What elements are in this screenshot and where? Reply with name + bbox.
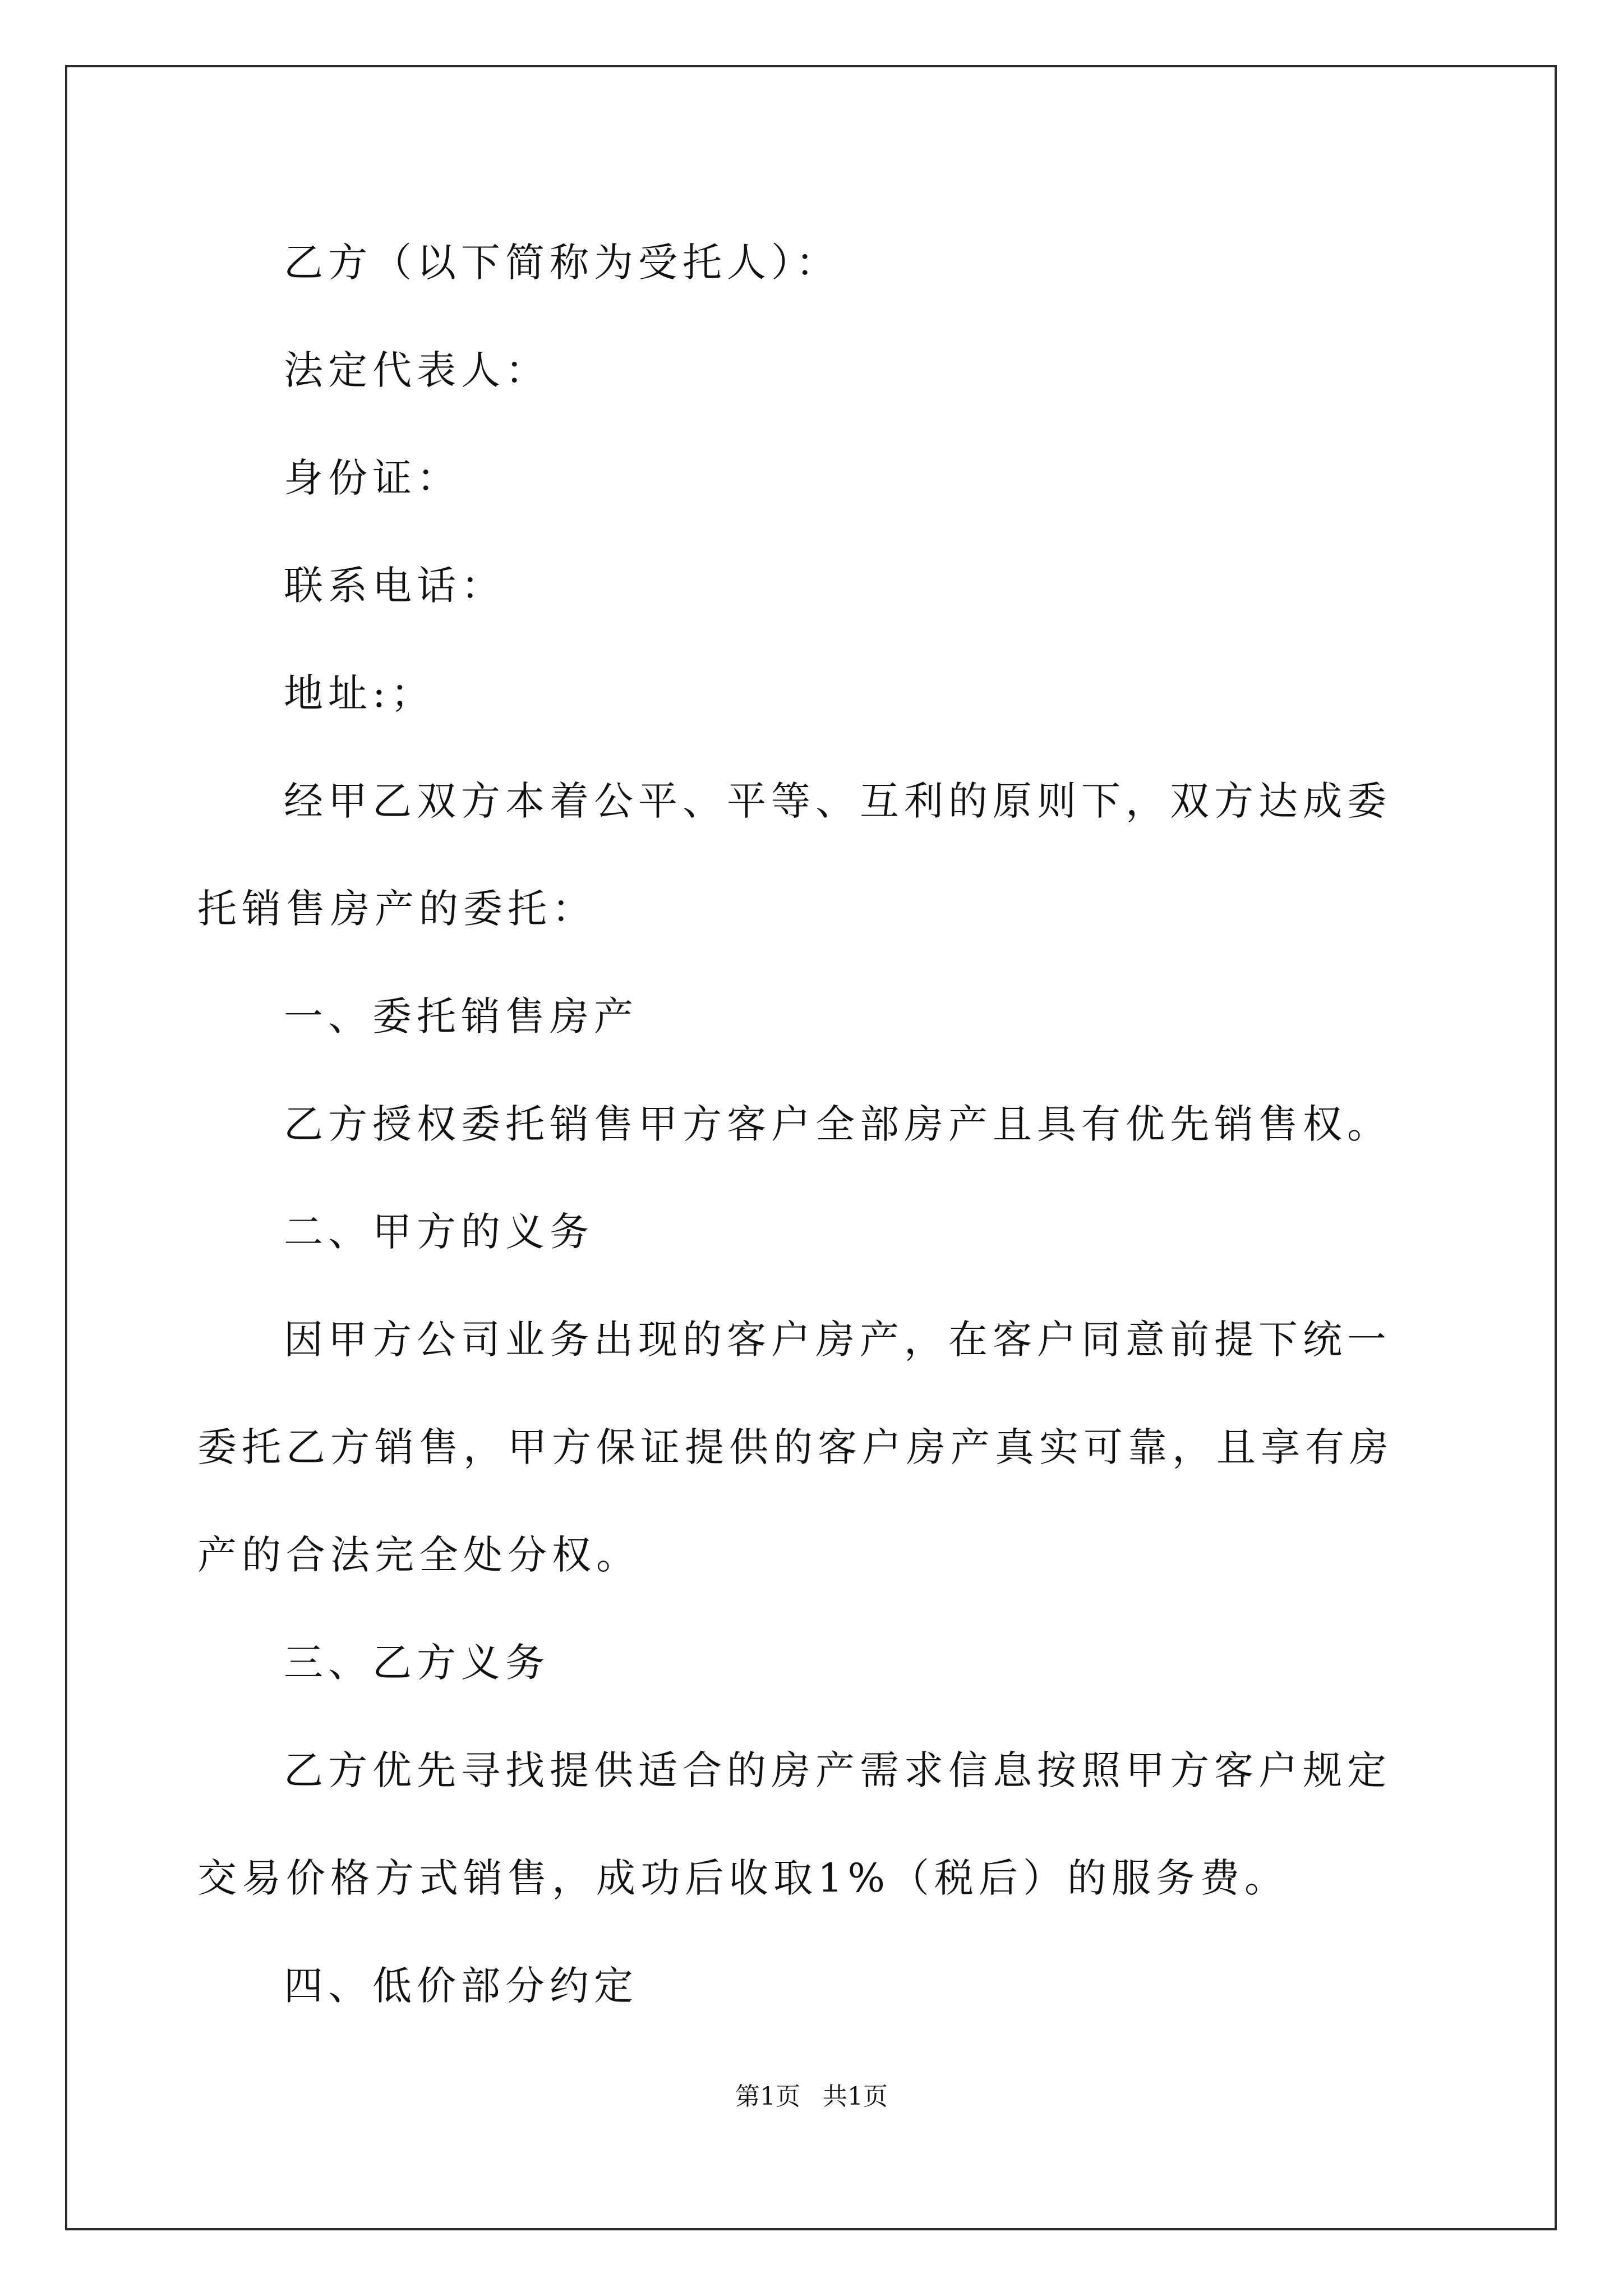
section-2-paragraph: 因甲方公司业务出现的客户房产，在客户同意前提下统一委托乙方销售，甲方保证提供的客户房产真实可靠，且享有房产的合法完全处分权。 [197,1317,1394,1578]
total-pages: 共1页 [823,2082,888,2111]
section-heading-2: 二、甲方的义务 [284,1209,594,1255]
page-footer [0,2080,1623,2114]
preamble-paragraph: 经甲乙双方本着公平、平等、互利的原则下，双方达成委托销售房产的委托： [197,778,1391,932]
section-heading-4: 四、低价部分约定 [284,1963,638,2009]
section-heading-1: 一、委托销售房产 [284,993,638,1039]
section-1-paragraph: 乙方授权委托销售甲方客户全部房产且具有优先销售权。 [284,1101,1391,1147]
section-3-paragraph: 乙方优先寻找提供适合的房产需求信息按照甲方客户规定交易价格方式销售，成功后收取1%（税后）的服务费。 [197,1747,1391,1901]
address-line: 地址:； [284,670,435,716]
phone-line: 联系电话： [284,563,505,609]
legal-representative-line: 法定代表人： [284,347,550,393]
party-b-line: 乙方（以下简称为受托人）： [284,240,840,286]
page-number: 第1页 [735,2082,800,2111]
id-card-line: 身份证： [284,455,461,501]
document-body [197,209,1431,2040]
section-heading-3: 三、乙方义务 [284,1640,550,1686]
